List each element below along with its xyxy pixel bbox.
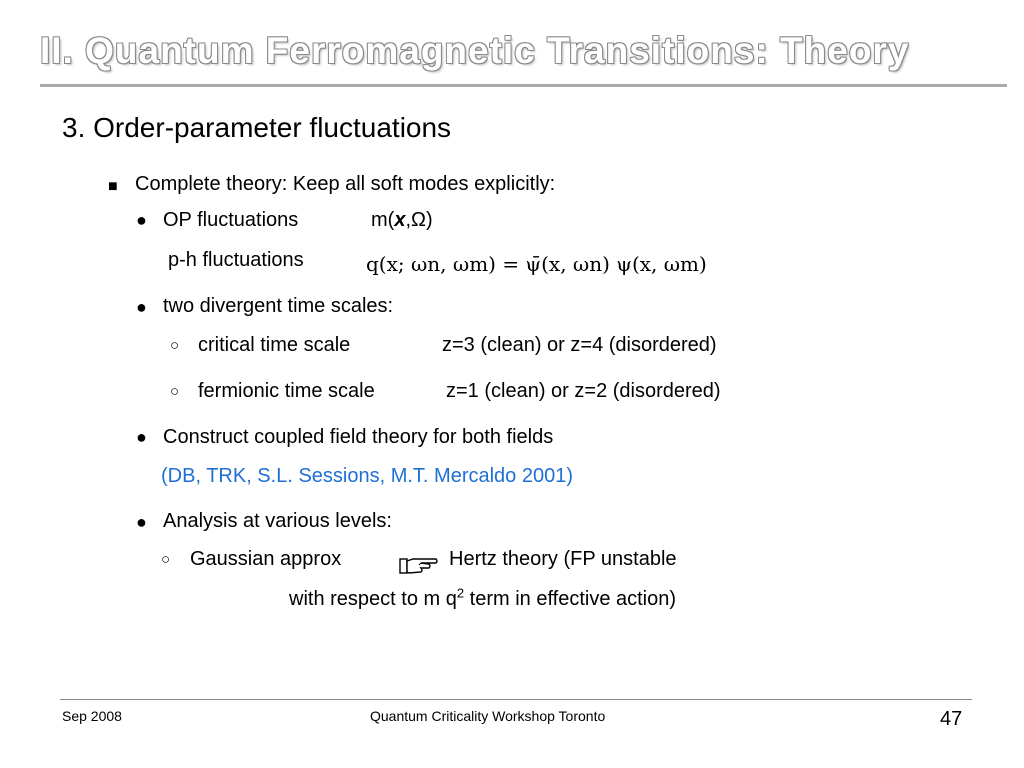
timescales-text: two divergent time scales:: [163, 295, 394, 317]
effective-action-text: with respect to m $q^2$ term in effective action): [289, 585, 677, 610]
circle-bullet-icon: ○: [161, 551, 171, 568]
square-bullet-icon: ■: [108, 178, 118, 195]
section-heading: 3. Order-parameter fluctuations: [62, 112, 452, 143]
analysis-text: Analysis at various levels:: [163, 510, 392, 532]
footer-event: Quantum Criticality Workshop Toronto: [370, 708, 606, 724]
pointing-hand-icon: [399, 554, 439, 581]
circle-bullet-icon: ○: [170, 337, 180, 354]
slide-title: II. Quantum Ferromagnetic Transitions: Theory: [40, 30, 910, 71]
citation-text: (DB, TRK, S.L. Sessions, M.T. Mercaldo 2001): [161, 465, 574, 487]
critical-time-value: z=3 (clean) or z=4 (disordered): [442, 334, 717, 356]
ph-formula: q(x; ωn, ωm) = ψ̄(x, ωn) ψ(x, ωm): [366, 252, 707, 276]
page-number: 47: [940, 708, 963, 730]
dot-bullet-icon: ●: [136, 427, 147, 447]
hertz-text: Hertz theory (FP unstable: [449, 548, 677, 570]
intro-text: Complete theory: Keep all soft modes explicitly:: [135, 173, 556, 195]
dot-bullet-icon: ●: [136, 512, 147, 532]
gaussian-label: Gaussian approx: [190, 548, 342, 570]
footer-date: Sep 2008: [62, 708, 122, 724]
title-divider: [40, 84, 1007, 87]
construct-text: Construct coupled field theory for both fields: [163, 426, 554, 448]
op-formula: m(x,Ω): [371, 209, 433, 231]
op-fluctuations-label: OP fluctuations: [163, 209, 299, 231]
fermionic-time-value: z=1 (clean) or z=2 (disordered): [446, 380, 721, 402]
ph-fluctuations-label: p-h fluctuations: [168, 249, 304, 271]
dot-bullet-icon: ●: [136, 297, 147, 317]
dot-bullet-icon: ●: [136, 210, 147, 230]
fermionic-time-label: fermionic time scale: [198, 380, 375, 402]
critical-time-label: critical time scale: [198, 334, 351, 356]
circle-bullet-icon: ○: [170, 383, 180, 400]
footer-divider: [60, 699, 972, 700]
